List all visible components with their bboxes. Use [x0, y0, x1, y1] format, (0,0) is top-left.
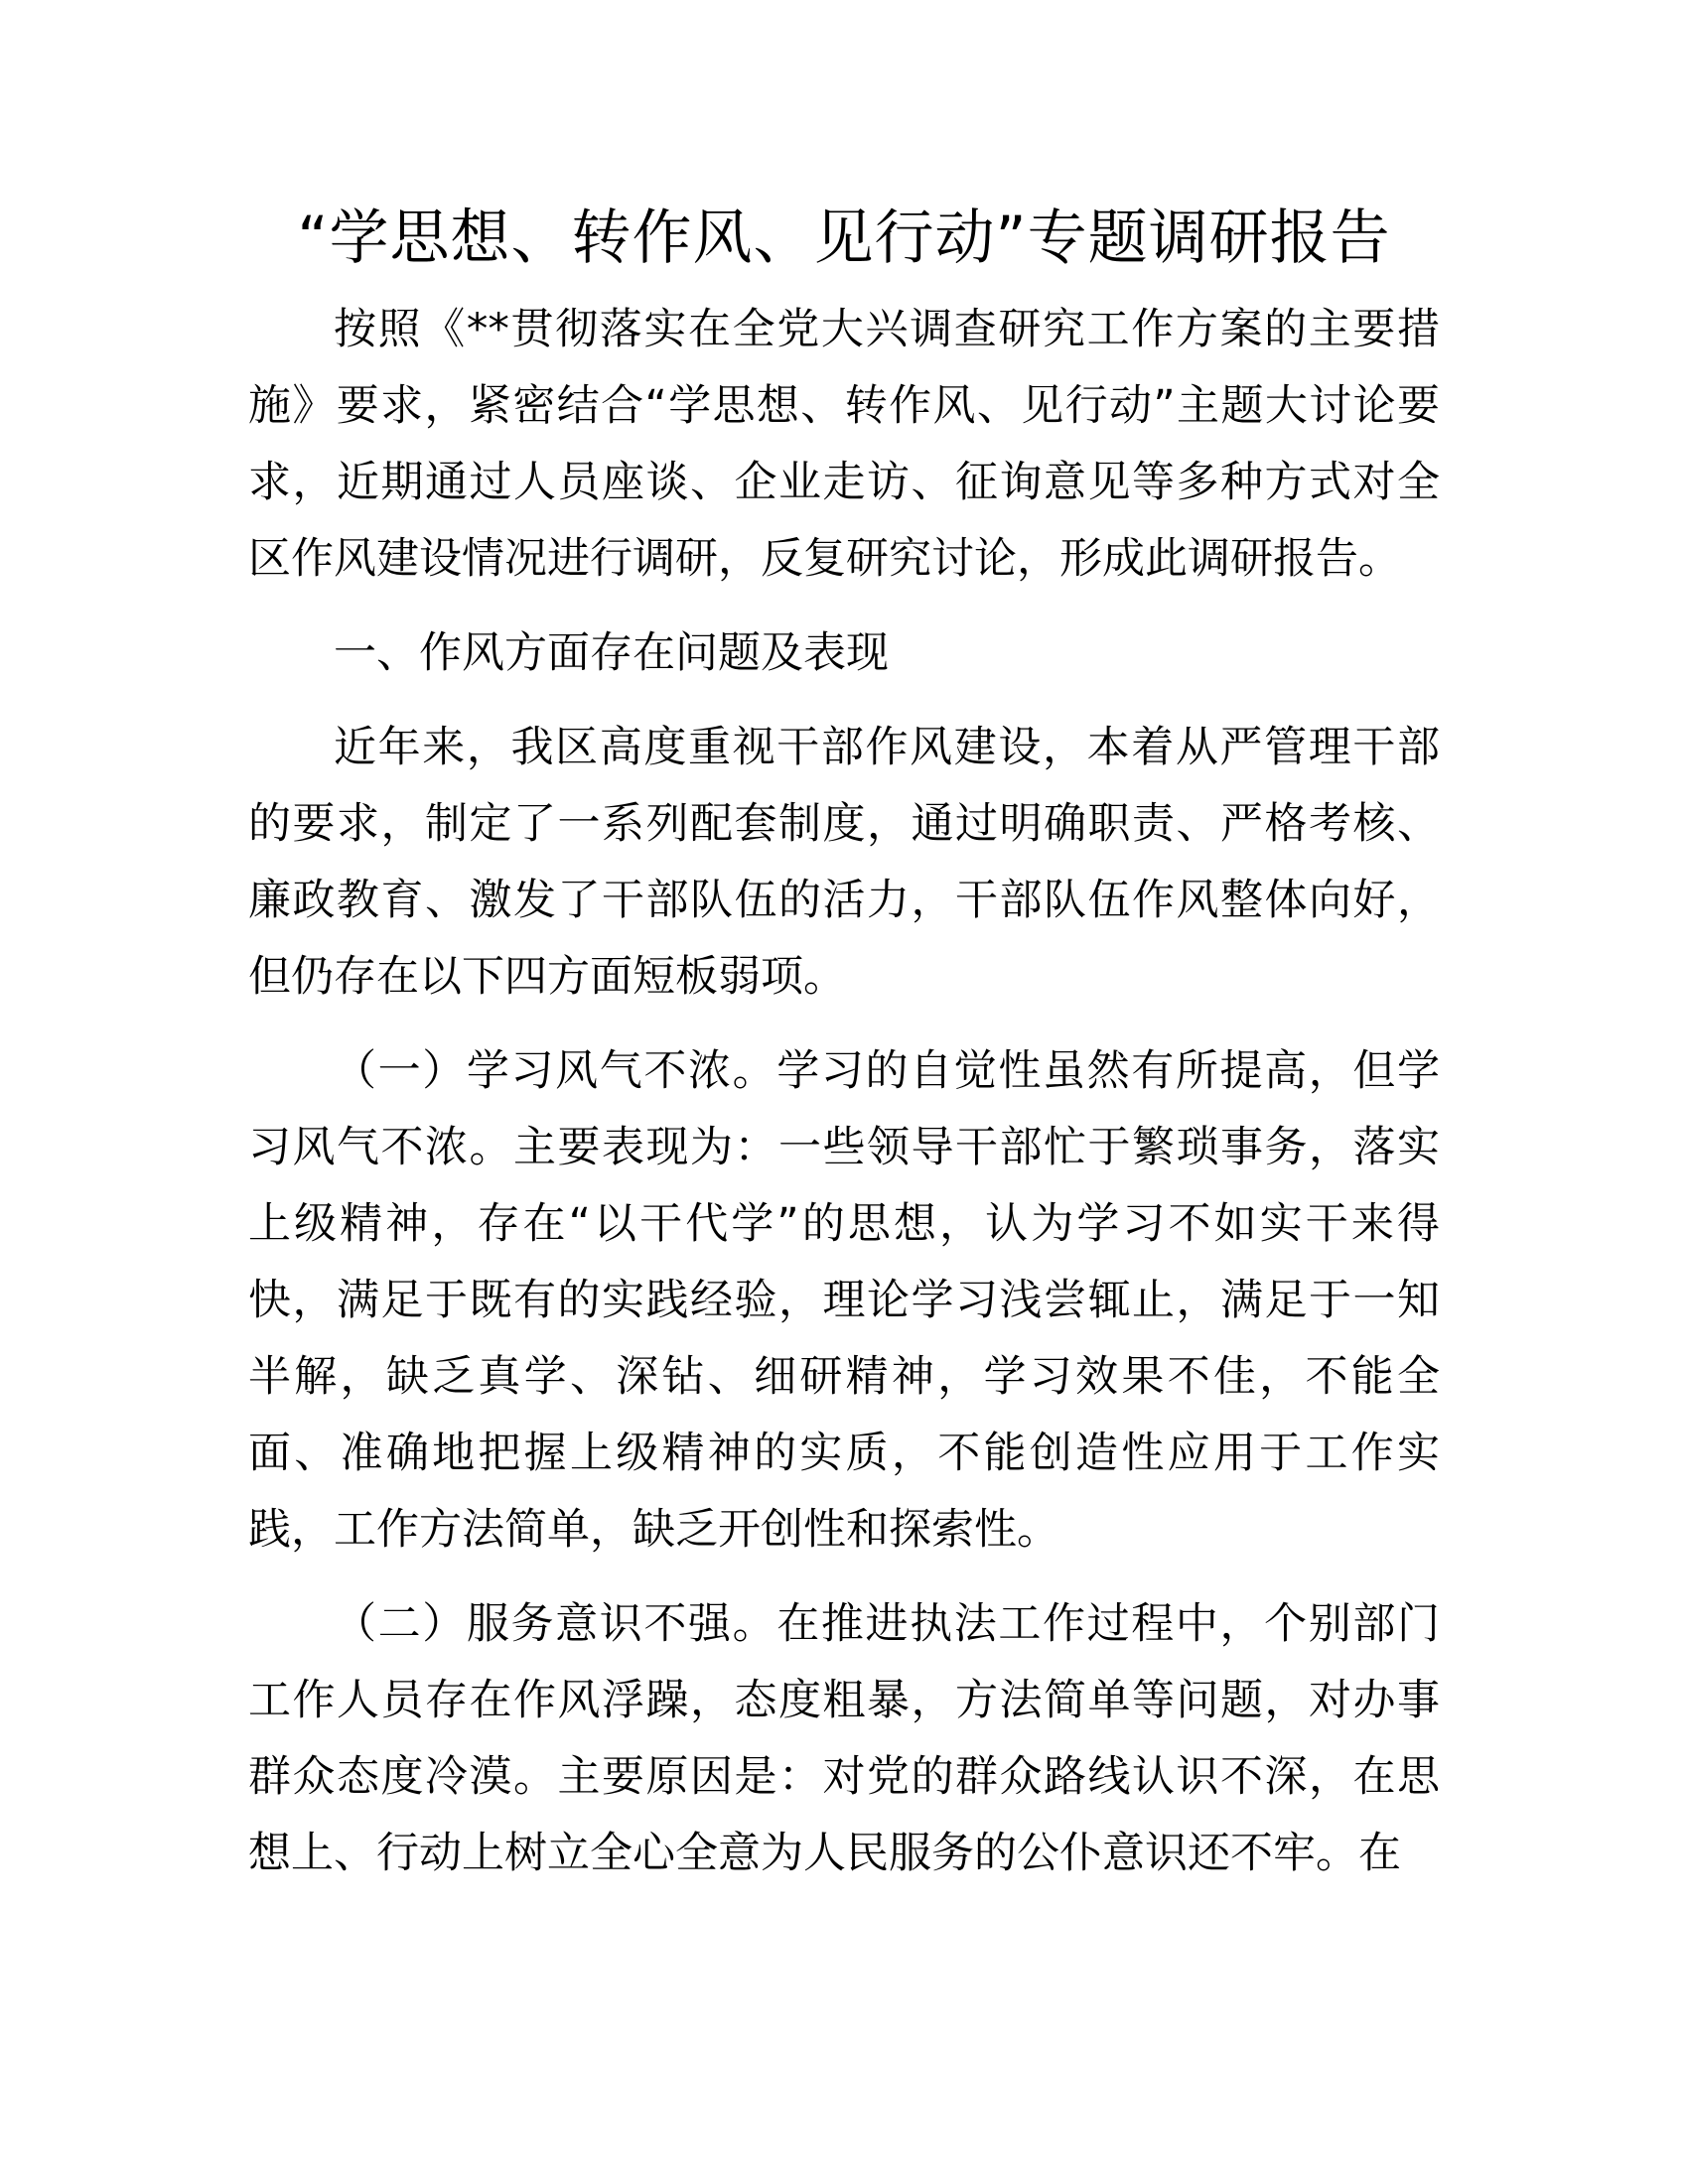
section-heading-1: 一、作风方面存在问题及表现 [334, 628, 889, 678]
item-1-paragraph: （一）学习风气不浓。学习的自觉性虽然有所提高，但学习风气不浓。主要表现为：一些领导干部忙于繁琐事务，落实上级精神，存在“以干代学”的思想，认为学习不如实干来得快，满足于既有的实践经验，理论学习浅尝辄止，满足于一知半解，缺乏真学、深钻、细研精神，学习效果不佳，不能全面、准确地把握上级精神的实质，不能创造性应用于工作实践，工作方法简单，缺乏开创性和探索性。 [248, 1046, 1440, 1555]
intro-paragraph: 按照《**贯彻落实在全党大兴调查研究工作方案的主要措施》要求，紧密结合“学思想、转作风、见行动”主题大讨论要求，近期通过人员座谈、企业走访、征询意见等多种方式对全区作风建设情况进行调研，反复研究讨论，形成此调研报告。 [248, 305, 1440, 584]
section-1-paragraph: 近年来，我区高度重视干部作风建设，本着从严管理干部的要求，制定了一系列配套制度，通过明确职责、严格考核、廉政教育、激发了干部队伍的活力，干部队伍作风整体向好，但仍存在以下四方面短板弱项。 [248, 723, 1440, 1002]
document-page [248, 199, 1440, 2085]
document-title: “学思想、转作风、见行动”专题调研报告 [297, 204, 1391, 273]
item-2-paragraph: （二）服务意识不强。在推进执法工作过程中，个别部门工作人员存在作风浮躁，态度粗暴，方法简单等问题，对办事群众态度冷漠。主要原因是：对党的群众路线认识不深，在思想上、行动上树立全心全意为人民服务的公仆意识还不牢。在 [248, 1599, 1440, 1878]
